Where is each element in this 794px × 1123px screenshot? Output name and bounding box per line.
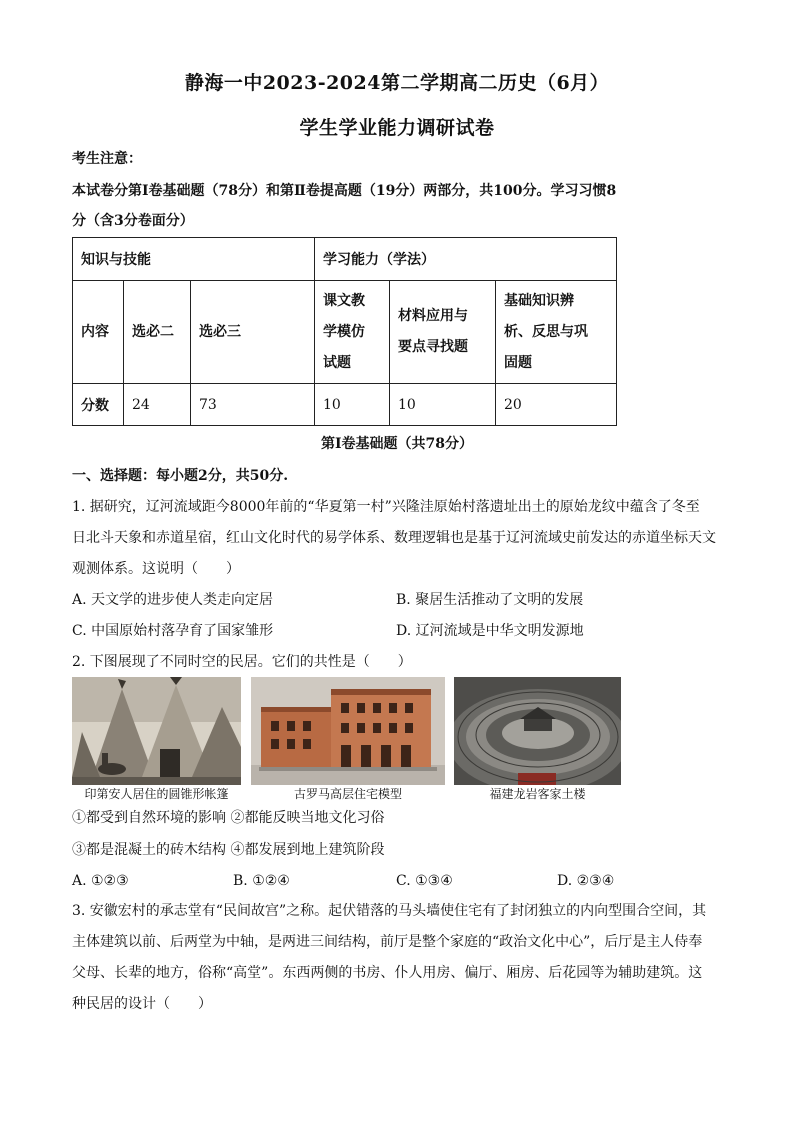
table-cell: 73 [191,384,315,426]
table-cell: 10 [315,384,390,426]
part-heading: 一、选择题：每小题2分，共50分. [72,468,289,484]
notice-label: 考生注意： [72,151,142,167]
question-2-stem: 2. 下图展现了不同时空的民居。它们的共性是（ ） [72,654,412,670]
table-cell-label: 分数 [73,384,124,426]
q1-option-c[interactable]: C. 中国原始村落孕育了国家雏形 [72,623,274,639]
q1-option-b[interactable]: B. 聚居生活推动了文明的发展 [396,592,584,608]
figure-caption-3: 福建龙岩客家土楼 [489,787,586,801]
table-cell: 选必二 [124,281,191,384]
question-3-stem: 3. 安徽宏村的承志堂有“民间故宫”之称。起伏错落的马头墙使住宅有了封闭独立的内向型围合空间，其 主体建筑以前、后两堂为中轴，是两进三间结构，前厅是整个家庭的“政治文化中心”，后厅是主人侍奉 父母、长辈的地方，俗称“高堂”。东西两侧的书房、仆人用房、偏厅、厢房、后花园等为辅助建筑。这 种民居的设计（ ） [72,903,707,1012]
table-group-knowledge: 知识与技能 [73,238,315,281]
hakka-tulou-image [454,677,621,785]
table-cell: 24 [124,384,191,426]
table-group-ability: 学习能力（学法） [315,238,617,281]
table-row-score [73,384,617,426]
q2-statement-line-1: ①都受到自然环境的影响 ②都能反映当地文化习俗 [72,810,385,826]
table-cell: 20 [496,384,617,426]
roman-insula-model-image [251,677,445,785]
q2-option-c[interactable]: C. ①③④ [396,873,453,889]
q2-option-d[interactable]: D. ②③④ [557,873,615,889]
q1-option-a[interactable]: A. 天文学的进步使人类走向定居 [72,592,274,608]
figure-caption-1: 印第安人居住的圆锥形帐篷 [84,787,229,801]
table-cell: 10 [390,384,496,426]
figure-caption-2: 古罗马高层住宅模型 [293,787,402,801]
q2-option-a[interactable]: A. ①②③ [72,873,129,889]
exam-title: 静海一中2023-2024第二学期高二历史（6月） [184,72,610,94]
exam-subtitle: 学生学业能力调研试卷 [299,117,495,139]
table-row-content [73,281,617,384]
notice-line-2: 分（含3分卷面分） [72,213,194,229]
q2-option-b[interactable]: B. ①②④ [233,873,290,889]
table-cell: 选必三 [191,281,315,384]
notice-line-1: 本试卷分第Ⅰ卷基础题（78分）和第Ⅱ卷提高题（19分）两部分，共100分。学习习惯8 [72,183,617,199]
q1-option-d[interactable]: D. 辽河流域是中华文明发源地 [396,623,584,639]
score-table [72,237,617,426]
table-cell-label: 内容 [73,281,124,384]
table-cell: 课文教 学模仿 试题 [315,281,390,384]
teepee-image [72,677,241,785]
q2-statement-line-2: ③都是混凝土的砖木结构 ④都发展到地上建筑阶段 [72,842,385,858]
question-1-stem: 1. 据研究，辽河流域距今8000年前的“华夏第一村”兴隆洼原始村落遗址出土的原始龙纹中蕴含了冬至 日北斗天象和赤道星宿，红山文化时代的易学体系、数理逻辑也是基于辽河流域史前发达的赤道坐标天文 观测体系。这说明（ ） [72,499,716,577]
table-cell: 材料应用与 要点寻找题 [390,281,496,384]
section-title: 第Ⅰ卷基础题（共78分） [320,436,474,452]
table-cell: 基础知识辨 析、反思与巩 固题 [496,281,617,384]
